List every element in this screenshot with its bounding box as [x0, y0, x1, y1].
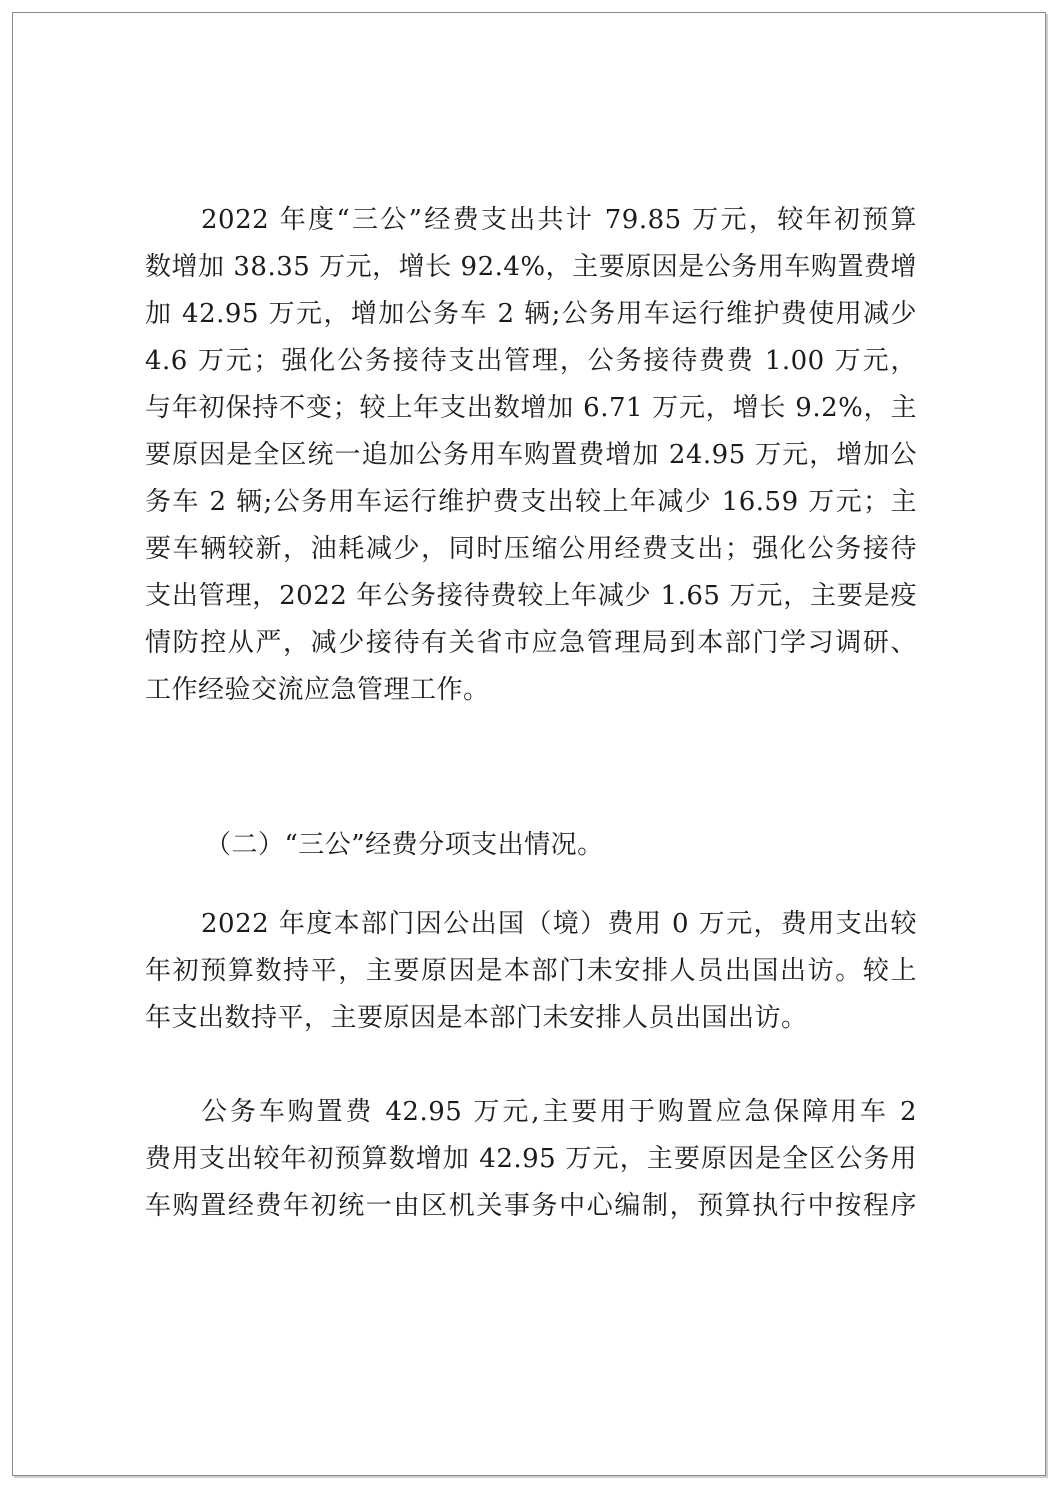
- heading-text: （二）“三公”经费分项支出情况。: [205, 830, 604, 860]
- paragraph-vehicle-purchase: [145, 1089, 917, 1230]
- text-line: 车购置经费年初统一由区机关事务中心编制，预算执行中按程序: [145, 1191, 917, 1221]
- text-line: 费用支出较年初预算数增加 42.95 万元，主要原因是全区公务用: [145, 1144, 917, 1174]
- paragraph-overseas-travel: [145, 901, 917, 1042]
- text-line: 要车辆较新，油耗减少，同时压缩公用经费支出；强化公务接待: [145, 534, 917, 564]
- text-line: 与年初保持不变；较上年支出数增加 6.71 万元，增长 9.2%，主: [145, 393, 917, 423]
- text-line: 工作经验交流应急管理工作。: [145, 675, 490, 705]
- text-line: 加 42.95 万元，增加公务车 2 辆;公务用车运行维护费使用减少: [145, 299, 917, 329]
- text-line: 2022 年度本部门因公出国（境）费用 0 万元，费用支出较: [201, 909, 917, 939]
- text-line: 2022 年度“三公”经费支出共计 79.85 万元，较年初预算: [201, 205, 917, 235]
- text-line: 支出管理，2022 年公务接待费较上年减少 1.65 万元，主要是疫: [145, 581, 917, 611]
- text-line: 公务车购置费 42.95 万元,主要用于购置应急保障用车 2: [201, 1097, 917, 1127]
- text-line: 4.6 万元；强化公务接待支出管理，公务接待费费 1.00 万元，: [145, 346, 917, 376]
- text-line: 数增加 38.35 万元，增长 92.4%，主要原因是公务用车购置费增: [145, 252, 917, 282]
- paragraph-sangong-total: [145, 197, 917, 714]
- text-line: 年初预算数持平，主要原因是本部门未安排人员出国出访。较上: [145, 956, 917, 986]
- text-line: 要原因是全区统一追加公务用车购置费增加 24.95 万元，增加公: [145, 440, 917, 470]
- text-line: 情防控从严，减少接待有关省市应急管理局到本部门学习调研、: [145, 628, 917, 658]
- section-heading: [145, 822, 917, 869]
- text-line: 务车 2 辆;公务用车运行维护费支出较上年减少 16.59 万元；主: [145, 487, 917, 517]
- text-line: 年支出数持平，主要原因是本部门未安排人员出国出访。: [145, 1003, 808, 1033]
